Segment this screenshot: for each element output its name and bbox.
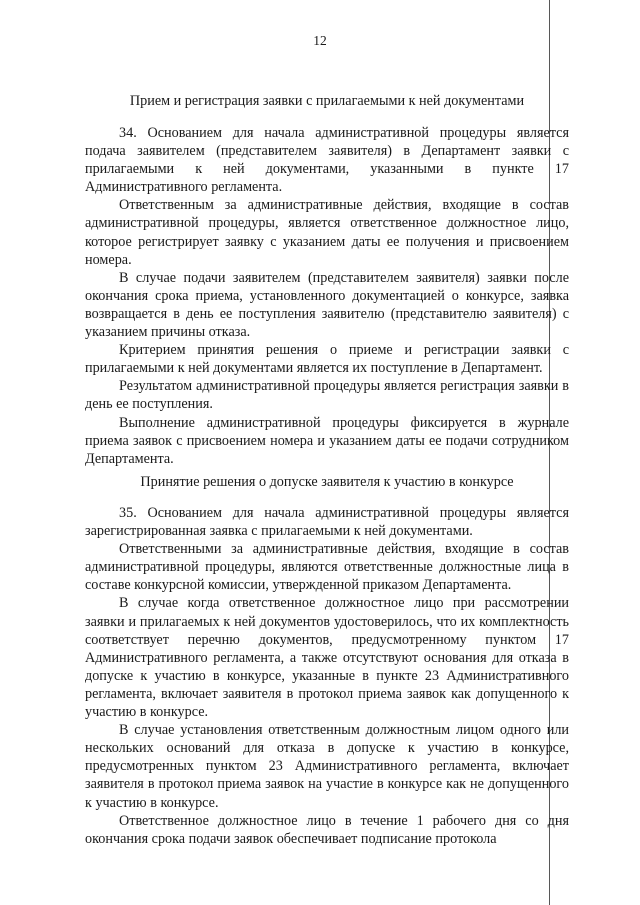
section-body-admission [85, 504, 569, 848]
section-heading-admission: Принятие решения о допуске заявителя к участию в конкурсе [140, 474, 514, 490]
paragraph: Выполнение административной процедуры фиксируется в журнале приема заявок с присвоением номера и указанием даты ее подачи сотрудником Департамента. [85, 414, 569, 467]
paragraph: В случае подачи заявителем (представителем заявителя) заявки после окончания срока приема, установленного документацией о конкурсе, заявка возвращается в день ее поступления заявителю (представителю заявителя) с указанием причины отказа. [85, 269, 569, 341]
paragraph: Результатом административной процедуры является регистрация заявки в день ее поступления. [85, 378, 569, 413]
paragraph: В случае установления ответственным должностным лицом одного или нескольких оснований для отказа в допуске к участию в конкурсе, предусмотренных пунктом 23 Административного регламента, включает заявителя в протокол приема заявок на участие в конкурсе как не допущенного к участию в конкурсе. [85, 722, 569, 811]
paragraph: Ответственным за административные действия, входящие в состав административной процедуры, является ответственное должностное лицо, которое регистрирует заявку с указанием даты ее получения и присвоением номера. [85, 197, 569, 268]
section-heading-reception: Прием и регистрация заявки с прилагаемыми к ней документами [129, 93, 525, 109]
paragraph: 34. Основанием для начала административной процедуры является подача заявителем (представителем заявителя) в Департамент заявки с прилагаемыми к ней документами, указанными в пункте 17 Административного регламента. [85, 125, 569, 196]
paragraph: В случае когда ответственное должностное лицо при рассмотрении заявки и прилагаемых к ней документов удостоверилось, что их комплектность соответствует перечню документов, предусмотренному пунктом 17 Административного регламента, а также отсутствуют основания для отказа в допуске к участию в конкурсе, указанные в пункте 23 Административного регламента, включает заявителя в протокол приема заявок как допущенного к участию в конкурсе. [85, 595, 569, 721]
paragraph: 35. Основанием для начала административной процедуры является зарегистрированная заявка с прилагаемыми к ней документами. [85, 505, 569, 540]
page-number: 12 [313, 33, 327, 48]
paragraph: Ответственными за административные действия, входящие в состав административной процедуры, являются ответственные должностные лица в составе конкурсной комиссии, утвержденной приказом Департамента. [85, 541, 569, 594]
section-body-reception [85, 124, 569, 468]
paragraph: Ответственное должностное лицо в течение 1 рабочего дня со дня окончания срока подачи заявок обеспечивает подписание протокола [85, 812, 569, 847]
paragraph: Критерием принятия решения о приеме и регистрации заявки с прилагаемыми к ней документами является их поступление в Департамент. [85, 342, 569, 377]
